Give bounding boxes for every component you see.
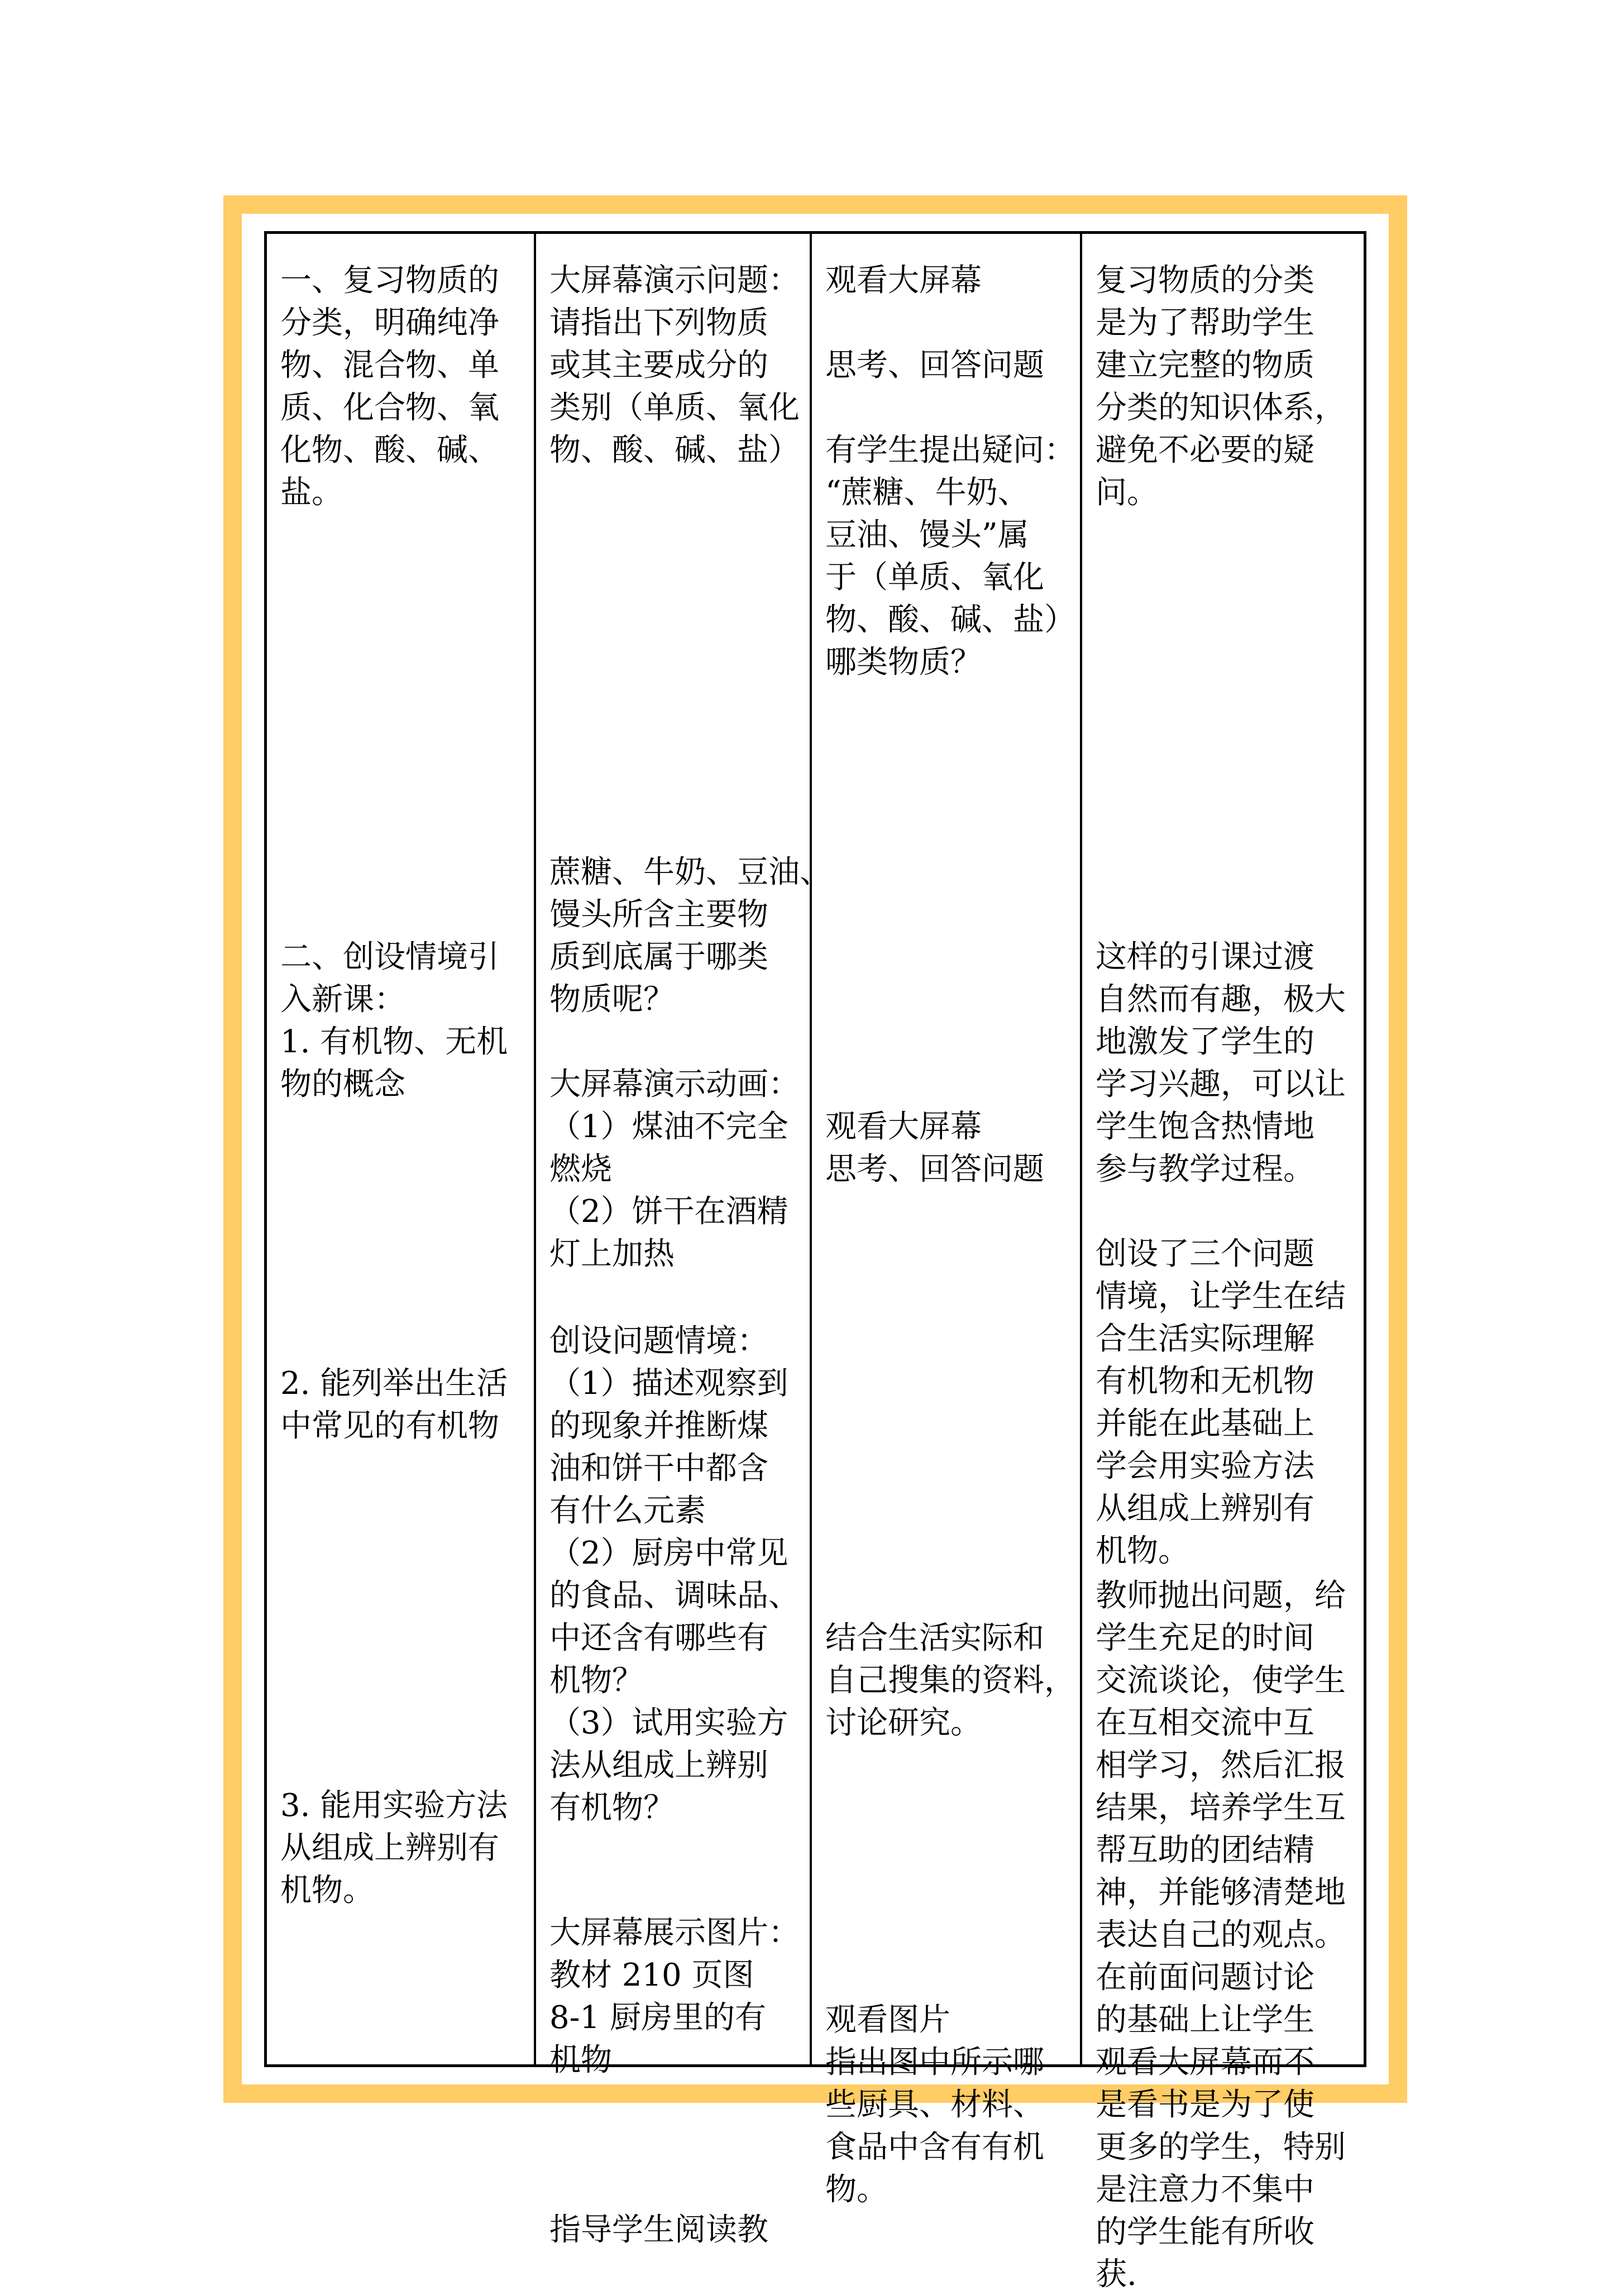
teacher-activities-line: 大屏幕演示问题： bbox=[549, 262, 800, 299]
teaching-steps-line: 分类，明确纯净 bbox=[280, 305, 499, 341]
design-intent-line: 相学习，然后汇报 bbox=[1096, 1747, 1346, 1784]
teaching-steps-line: 2. 能列举出生活 bbox=[280, 1365, 508, 1402]
teaching-steps-line: 1. 有机物、无机 bbox=[280, 1024, 508, 1060]
student-activities-line: 物、酸、碱、盐） bbox=[825, 602, 1075, 638]
student-activities-line: 哪类物质？ bbox=[825, 644, 982, 680]
design-intent-line: 的基础上让学生 bbox=[1096, 2002, 1314, 2038]
teaching-steps-line: 3. 能用实验方法 bbox=[280, 1787, 508, 1824]
teaching-steps-line: 一、复习物质的 bbox=[280, 262, 499, 299]
teacher-activities-line: （3）试用实验方 bbox=[549, 1705, 788, 1741]
design-intent-line: 表达自己的观点。 bbox=[1096, 1917, 1346, 1953]
design-intent-line: 学会用实验方法 bbox=[1096, 1448, 1314, 1484]
column-teacher-activities bbox=[534, 234, 831, 2248]
design-intent-line: 自然而有趣，极大 bbox=[1096, 981, 1346, 1018]
teacher-activities-line: 有机物？ bbox=[549, 1790, 675, 1826]
design-intent-line: 并能在此基础上 bbox=[1096, 1406, 1314, 1442]
student-activities-line: 指出图中所示哪 bbox=[825, 2044, 1044, 2081]
teaching-steps-line: 入新课： bbox=[280, 981, 405, 1018]
teacher-activities-line: 物质呢？ bbox=[549, 981, 675, 1018]
design-intent-line: 这样的引课过渡 bbox=[1096, 939, 1314, 975]
teacher-activities-line: 机物 bbox=[549, 2042, 612, 2078]
design-intent-line: 教师抛出问题，给 bbox=[1096, 1578, 1346, 1614]
student-activities-line: 食品中含有有机 bbox=[825, 2129, 1044, 2165]
design-intent-line: 从组成上辨别有 bbox=[1096, 1490, 1314, 1527]
design-intent-line: 情境，让学生在结 bbox=[1096, 1278, 1346, 1315]
teaching-steps-line: 机物。 bbox=[280, 1872, 374, 1909]
design-intent-line: 参与教学过程。 bbox=[1096, 1151, 1314, 1187]
teacher-activities-line: 的现象并推断煤 bbox=[549, 1408, 768, 1444]
design-intent-line: 建立完整的物质 bbox=[1096, 347, 1314, 384]
teaching-steps-line: 中常见的有机物 bbox=[280, 1408, 499, 1444]
teacher-activities-line: 机物？ bbox=[549, 1662, 643, 1699]
design-intent-line: 有机物和无机物 bbox=[1096, 1363, 1314, 1399]
student-activities-line: 些厨具、材料、 bbox=[825, 2087, 1044, 2123]
teacher-activities-line: 创设问题情境： bbox=[549, 1323, 768, 1359]
teacher-activities-line: 大屏幕展示图片： bbox=[549, 1915, 800, 1951]
design-intent-line: 是看书是为了使 bbox=[1096, 2087, 1314, 2123]
teaching-steps-line: 从组成上辨别有 bbox=[280, 1830, 499, 1866]
design-intent-line: 避免不必要的疑 bbox=[1096, 432, 1314, 468]
design-intent-line: 机物。 bbox=[1096, 1533, 1189, 1569]
teacher-activities-line: （1）煤油不完全 bbox=[549, 1109, 788, 1145]
design-intent-line: 合生活实际理解 bbox=[1096, 1321, 1314, 1357]
design-intent-line: 在前面问题讨论 bbox=[1096, 1959, 1314, 1996]
teacher-activities-line: 灯上加热 bbox=[549, 1236, 675, 1272]
design-intent-line: 学习兴趣，可以让 bbox=[1096, 1066, 1346, 1103]
teacher-activities-line: 类别（单质、氧化 bbox=[549, 390, 800, 426]
teacher-activities-line: 大屏幕演示动画： bbox=[549, 1066, 800, 1103]
teaching-steps-line: 物、混合物、单 bbox=[280, 347, 499, 384]
student-activities-line: “蔗糖、牛奶、 bbox=[825, 474, 1029, 511]
design-intent-line: 学生充足的时间 bbox=[1096, 1620, 1314, 1656]
teaching-steps-line: 盐。 bbox=[280, 474, 343, 511]
design-intent-line: 学生饱含热情地 bbox=[1096, 1109, 1314, 1145]
teacher-activities-line: 蔗糖、牛奶、豆油、 bbox=[549, 854, 831, 890]
teacher-activities-line: 燃烧 bbox=[549, 1151, 612, 1187]
teacher-activities-line: 有什么元素 bbox=[549, 1493, 706, 1529]
teacher-activities-line: （2）厨房中常见 bbox=[549, 1535, 788, 1571]
student-activities-line: 有学生提出疑问： bbox=[825, 432, 1075, 468]
design-intent-line: 是注意力不集中 bbox=[1096, 2172, 1314, 2208]
student-activities-line: 结合生活实际和 bbox=[825, 1620, 1044, 1656]
student-activities-line: 思考、回答问题 bbox=[825, 347, 1044, 384]
column-teaching-steps bbox=[267, 234, 534, 2064]
teacher-activities-line: 法从组成上辨别 bbox=[549, 1747, 768, 1784]
teacher-activities-line: 油和饼干中都含 bbox=[549, 1450, 768, 1487]
student-activities-line: 思考、回答问题 bbox=[825, 1151, 1044, 1187]
design-intent-line: 创设了三个问题 bbox=[1096, 1236, 1314, 1272]
teacher-activities-line: （2）饼干在酒精 bbox=[549, 1193, 788, 1230]
design-intent-line: 更多的学生，特别 bbox=[1096, 2129, 1346, 2165]
student-activities-line: 观看大屏幕 bbox=[825, 262, 982, 299]
teacher-activities-line: 教材 210 页图 bbox=[549, 1957, 754, 1993]
teaching-steps-line: 质、化合物、氧 bbox=[280, 390, 499, 426]
teaching-steps-line: 二、创设情境引 bbox=[280, 939, 499, 975]
teacher-activities-line: 质到底属于哪类 bbox=[549, 939, 768, 975]
column-student-activities bbox=[810, 234, 1080, 2208]
student-activities-line: 讨论研究。 bbox=[825, 1705, 982, 1741]
teacher-activities-line: 8-1 厨房里的有 bbox=[549, 2000, 766, 2036]
lesson-plan-table bbox=[264, 231, 1366, 2293]
student-activities-line: 观看大屏幕 bbox=[825, 1109, 982, 1145]
design-intent-line: 结果，培养学生互 bbox=[1096, 1790, 1346, 1826]
design-intent-line: 交流谈论，使学生 bbox=[1096, 1662, 1346, 1699]
teacher-activities-line: 或其主要成分的 bbox=[549, 347, 768, 384]
teaching-steps-line: 化物、酸、碱、 bbox=[280, 432, 499, 468]
design-intent-line: 复习物质的分类 bbox=[1096, 262, 1314, 299]
student-activities-line: 自己搜集的资料， bbox=[825, 1662, 1075, 1699]
teacher-activities-line: 中还含有哪些有 bbox=[549, 1620, 768, 1656]
teacher-activities-line: 馒头所含主要物 bbox=[549, 897, 768, 933]
student-activities-line: 豆油、馒头”属 bbox=[825, 517, 1029, 553]
student-activities-line: 物。 bbox=[825, 2172, 888, 2208]
design-intent-line: 的学生能有所收 bbox=[1096, 2214, 1314, 2250]
design-intent-line: 帮互助的团结精 bbox=[1096, 1832, 1314, 1868]
design-intent-line: 地激发了学生的 bbox=[1096, 1024, 1314, 1060]
teacher-activities-line: 的食品、调味品、 bbox=[549, 1578, 800, 1614]
teacher-activities-line: 物、酸、碱、盐） bbox=[549, 432, 800, 468]
teacher-activities-line: （1）描述观察到 bbox=[549, 1365, 788, 1402]
teacher-activities-line: 请指出下列物质 bbox=[549, 305, 768, 341]
design-intent-line: 获. bbox=[1096, 2256, 1137, 2293]
student-activities-line: 于（单质、氧化 bbox=[825, 559, 1044, 596]
design-intent-line: 问。 bbox=[1096, 474, 1158, 511]
design-intent-line: 是为了帮助学生 bbox=[1096, 305, 1314, 341]
teaching-steps-line: 物的概念 bbox=[280, 1066, 405, 1103]
design-intent-line: 分类的知识体系， bbox=[1096, 390, 1346, 426]
column-design-intent bbox=[1080, 234, 1364, 2293]
design-intent-line: 观看大屏幕而不 bbox=[1096, 2044, 1314, 2081]
design-intent-line: 在互相交流中互 bbox=[1096, 1705, 1314, 1741]
teacher-activities-line: 指导学生阅读教 bbox=[549, 2212, 768, 2248]
student-activities-line: 观看图片 bbox=[825, 2002, 950, 2038]
design-intent-line: 神，并能够清楚地 bbox=[1096, 1875, 1346, 1911]
